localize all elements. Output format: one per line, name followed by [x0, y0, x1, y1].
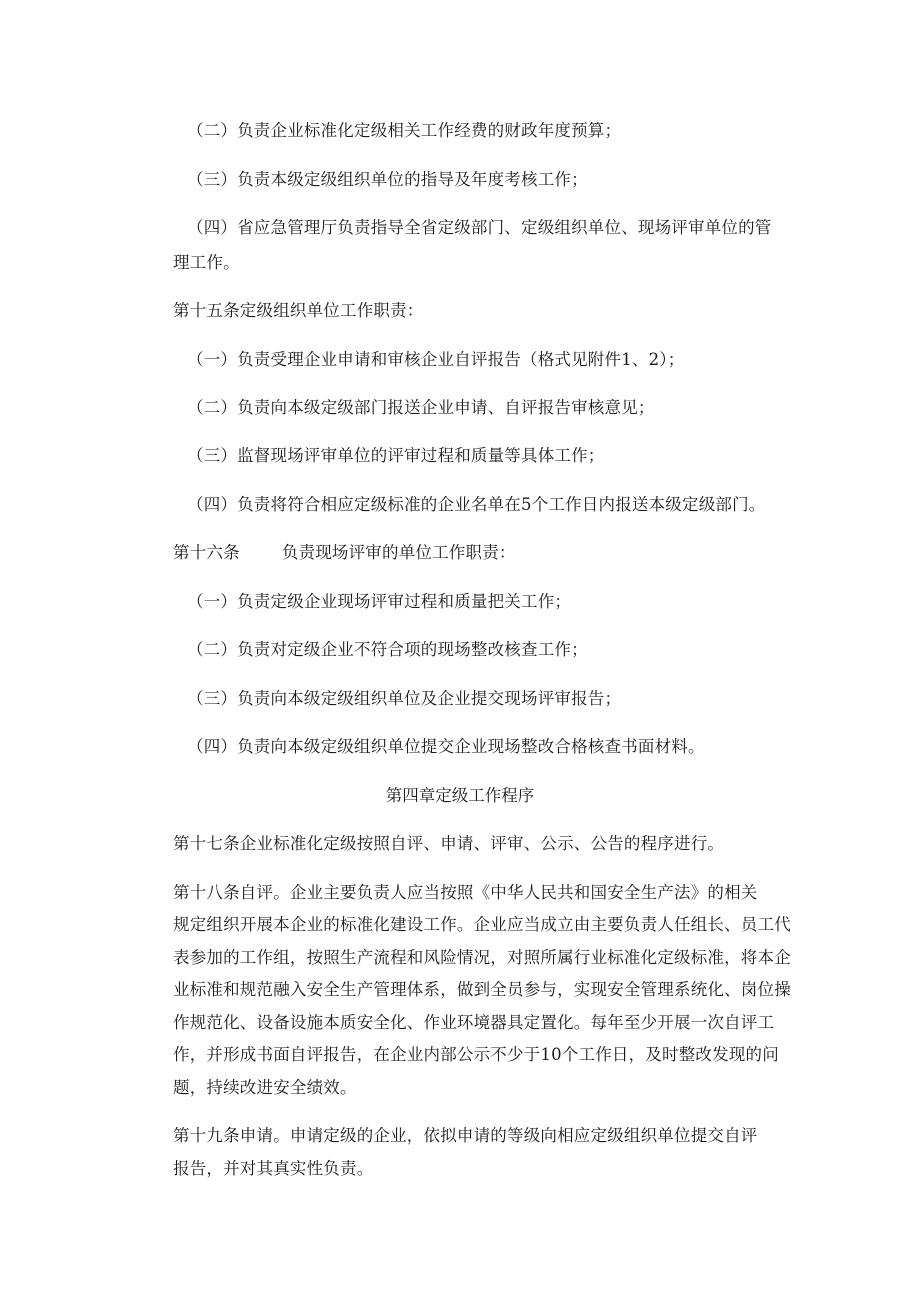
article-18-line-1: 第十八条自评。企业主要负责人应当按照《中华人民共和国安全生产法》的相关 — [173, 883, 758, 902]
article-18-line-4: 业标准和规范融入安全生产管理体系，做到全员参与，实现安全管理系统化、岗位操 — [173, 980, 791, 999]
article-16-text: 负责现场评审的单位工作职责： — [281, 543, 516, 562]
article-18-line-3: 表参加的工作组，按照生产流程和风险情况，对照所属行业标准化定级标准，将本企 — [173, 948, 791, 967]
art16-clause-4: （四）负责向本级定级组织单位提交企业现场整改合格核查书面材料。 — [187, 737, 705, 756]
art16-clause-2: （二）负责对定级企业不符合项的现场整改核查工作； — [187, 640, 588, 659]
clause-3-guidance: （三）负责本级定级组织单位的指导及年度考核工作； — [187, 170, 588, 189]
art15-clause-1: （一）负责受理企业申请和审核企业自评报告（格式见附件1、2）； — [187, 350, 685, 369]
article-18-line-5: 作规范化、设备设施本质安全化、作业环境器具定置化。每年至少开展一次自评工 — [173, 1013, 775, 1032]
art15-clause-4: （四）负责将符合相应定级标准的企业名单在5个工作日内报送本级定级部门。 — [187, 495, 766, 514]
art15-clause-3: （三）监督现场评审单位的评审过程和质量等具体工作； — [187, 446, 605, 465]
clause-2-budget: （二）负责企业标准化定级相关工作经费的财政年度预算； — [187, 121, 622, 140]
art16-clause-3: （三）负责向本级定级组织单位及企业提交现场评审报告； — [187, 689, 622, 708]
article-18-line-6: 作，并形成书面自评报告，在企业内部公示不少于10个工作日，及时整改发现的问 — [173, 1045, 779, 1064]
article-19-line-1: 第十九条申请。申请定级的企业，依拟申请的等级向相应定级组织单位提交自评 — [173, 1126, 758, 1145]
article-16-heading — [173, 542, 516, 564]
article-17: 第十七条企业标准化定级按照自评、申请、评审、公示、公告的程序进行。 — [173, 834, 725, 853]
article-18-line-2: 规定组织开展本企业的标准化建设工作。企业应当成立由主要负责人任组长、员工代 — [173, 915, 791, 934]
art16-clause-1: （一）负责定级企业现场评审过程和质量把关工作； — [187, 592, 572, 611]
article-16-label: 第十六条 — [173, 543, 240, 562]
article-15-heading: 第十五条定级组织单位工作职责： — [173, 301, 424, 320]
chapter-4-title: 第四章定级工作程序 — [385, 786, 535, 805]
clause-4-provincial-line2: 理工作。 — [173, 253, 240, 272]
clause-4-provincial-line1: （四）省应急管理厅负责指导全省定级部门、定级组织单位、现场评审单位的管 — [187, 218, 772, 237]
article-18-line-7: 题，持续改进安全绩效。 — [173, 1078, 357, 1097]
art15-clause-2: （二）负责向本级定级部门报送企业申请、自评报告审核意见； — [187, 398, 655, 417]
article-19-line-2: 报告，并对其真实性负责。 — [173, 1159, 374, 1178]
